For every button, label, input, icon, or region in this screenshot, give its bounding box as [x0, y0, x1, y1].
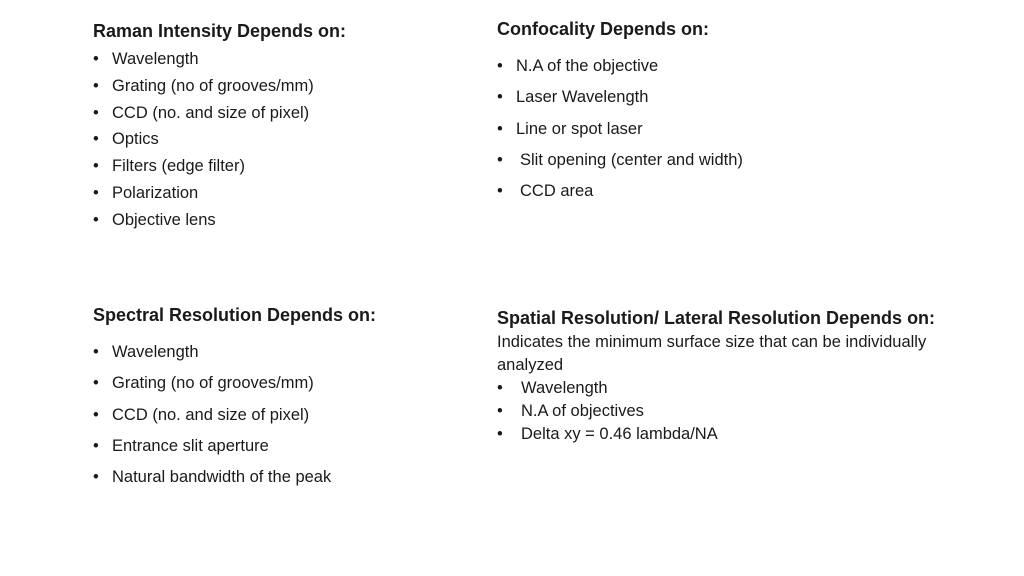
list-item: [93, 46, 346, 73]
spectral-resolution-heading: Spectral Resolution Depends on:: [93, 305, 377, 325]
list-item-text: Entrance slit aperture: [112, 436, 269, 455]
list-item: [497, 377, 967, 400]
list-item-text: Wavelength: [521, 379, 608, 397]
list-item: [93, 180, 346, 207]
bullet-icon: •: [93, 436, 99, 455]
list-item: [93, 368, 376, 399]
list-item: [497, 423, 967, 446]
bullet-icon: •: [93, 468, 99, 487]
spectral-resolution-section: [93, 304, 376, 493]
bullet-icon: •: [497, 88, 503, 107]
bullet-icon: •: [93, 405, 99, 424]
list-item: [93, 100, 346, 127]
bullet-icon: •: [497, 182, 503, 201]
list-item-text: Polarization: [112, 183, 199, 202]
list-item-text: Grating (no of grooves/mm): [112, 76, 314, 95]
confocality-section: [497, 18, 743, 207]
list-item-text: Wavelength: [112, 343, 199, 361]
list-item: [497, 51, 743, 82]
bullet-icon: •: [93, 50, 99, 68]
bullet-icon: •: [93, 210, 99, 229]
list-item: [93, 126, 346, 153]
list-item-text: N.A of the objective: [516, 57, 659, 75]
confocality-heading: Confocality Depends on:: [497, 19, 710, 39]
bullet-icon: •: [93, 130, 99, 149]
bullet-icon: •: [93, 157, 99, 176]
confocality-list: [497, 51, 743, 207]
list-item: [93, 400, 376, 431]
list-item-text: Objective lens: [112, 210, 216, 229]
list-item: [93, 462, 376, 493]
list-item: [497, 82, 743, 113]
list-item: [497, 114, 743, 145]
list-item: [497, 400, 967, 423]
bullet-icon: •: [93, 103, 99, 122]
list-item-text: CCD (no. and size of pixel): [112, 103, 310, 122]
bullet-icon: •: [93, 76, 99, 95]
spectral-resolution-list: [93, 337, 376, 493]
bullet-icon: •: [497, 119, 503, 138]
bullet-icon: •: [497, 150, 503, 169]
bullet-icon: •: [497, 57, 503, 75]
list-item-text: N.A of objectives: [521, 402, 644, 420]
spatial-resolution-heading: Spatial Resolution/ Lateral Resolution Depends on:: [497, 308, 936, 328]
list-item-text: CCD (no. and size of pixel): [112, 405, 310, 424]
spatial-resolution-description: Indicates the minimum surface size that can be individually analyzed: [497, 333, 927, 374]
list-item-text: Line or spot laser: [516, 119, 643, 138]
list-item: [497, 145, 743, 176]
list-item: [93, 337, 376, 368]
spatial-resolution-list: [497, 377, 967, 446]
raman-intensity-section: [93, 20, 346, 234]
list-item: [497, 176, 743, 207]
spatial-resolution-section: [497, 307, 967, 446]
list-item-text: Wavelength: [112, 50, 199, 68]
list-item-text: CCD area: [520, 182, 594, 201]
list-item: [93, 73, 346, 100]
bullet-icon: •: [497, 425, 503, 443]
list-item-text: Slit opening (center and width): [520, 150, 743, 169]
list-item-text: Delta xy = 0.46 lambda/NA: [521, 425, 718, 443]
list-item-text: Natural bandwidth of the peak: [112, 468, 332, 487]
bullet-icon: •: [93, 374, 99, 393]
raman-intensity-heading: Raman Intensity Depends on:: [93, 21, 347, 41]
list-item-text: Grating (no of grooves/mm): [112, 374, 314, 393]
list-item-text: Filters (edge filter): [112, 157, 245, 176]
list-item: [93, 153, 346, 180]
list-item-text: Laser Wavelength: [516, 88, 649, 107]
bullet-icon: •: [93, 343, 99, 361]
bullet-icon: •: [497, 402, 503, 420]
bullet-icon: •: [93, 183, 99, 202]
list-item-text: Optics: [112, 130, 159, 149]
list-item: [93, 431, 376, 462]
bullet-icon: •: [497, 379, 503, 397]
raman-intensity-list: [93, 46, 346, 234]
list-item: [93, 207, 346, 234]
